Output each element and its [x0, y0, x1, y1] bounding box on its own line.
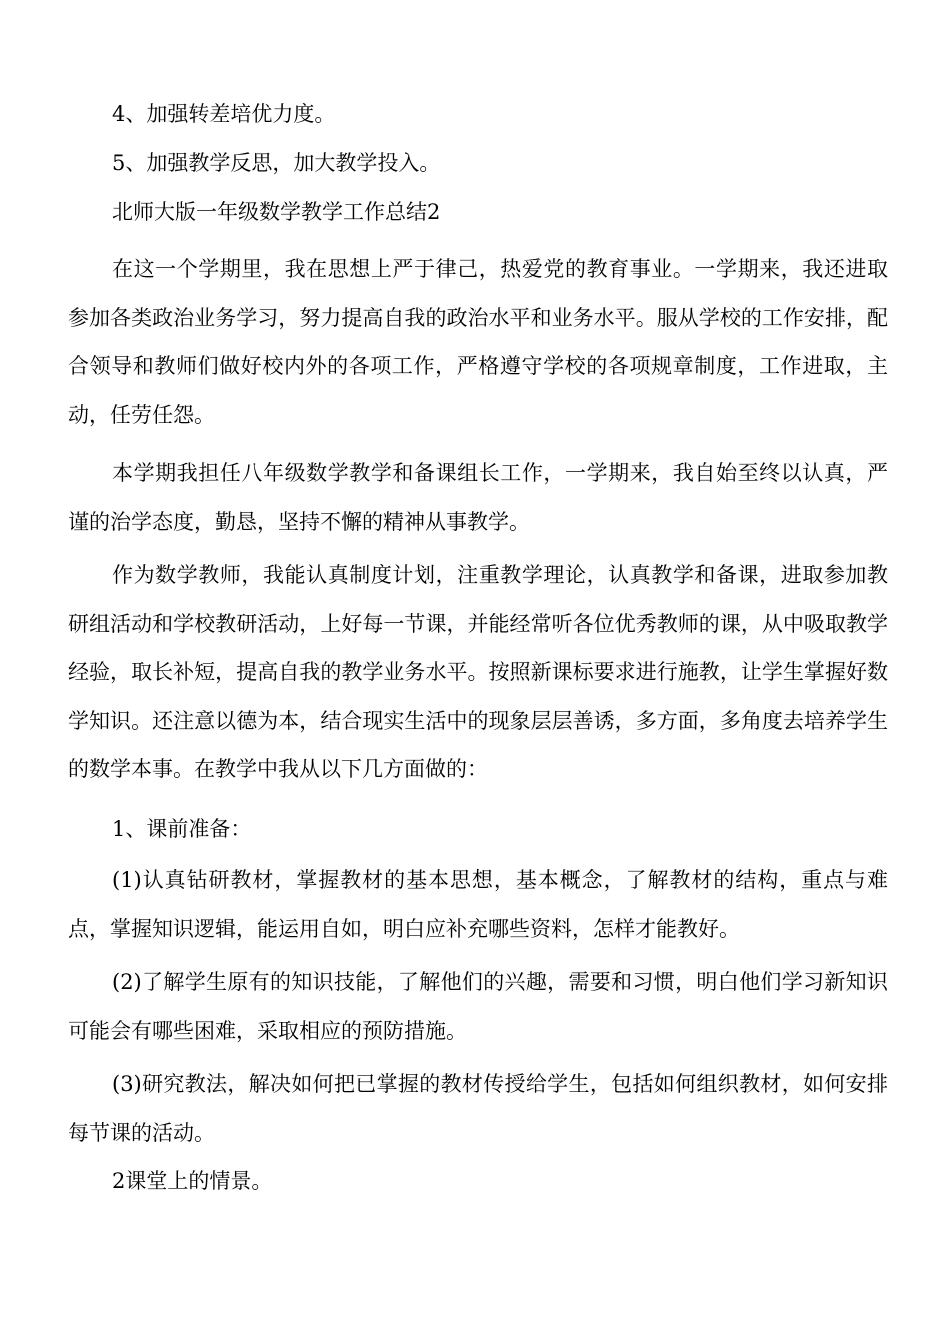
paragraph-preparation-2: (2)了解学生原有的知识技能，了解他们的兴趣，需要和习惯，明白他们学习新知识可能会有哪些困难，采取相应的预防措施。: [68, 970, 888, 1043]
paragraph-preparation-heading: 1、课前准备：: [112, 817, 252, 841]
paragraph-item-5: 5、加强教学反思，加大教学投入。: [112, 151, 441, 175]
paragraph-preparation-3: (3)研究教法，解决如何把已掌握的教材传授给学生，包括如何组织教材，如何安排每节课的活动。: [68, 1072, 888, 1145]
paragraph-preparation-1: (1)认真钻研教材，掌握教材的基本思想，基本概念，了解教材的结构，重点与难点，掌握知识逻辑，能运用自如，明白应补充哪些资料，怎样才能教好。: [68, 868, 888, 941]
paragraph-teaching: 作为数学教师，我能认真制度计划，注重教学理论，认真教学和备课，进取参加教研组活动和学校教研活动，上好每一节课，并能经常听各位优秀教师的课，从中吸取教学经验，取长补短，提高自我的教学业务水平。按照新课标要求进行施教，让学生掌握好数学知识。还注意以德为本，结合现实生活中的现象层层善诱，多方面，多角度去培养学生的数学本事。在教学中我从以下几方面做的：: [68, 563, 888, 781]
paragraph-item-4: 4、加强转差培优力度。: [112, 102, 336, 126]
paragraph-intro: 在这一个学期里，我在思想上严于律己，热爱党的教育事业。一学期来，我还进取参加各类政治业务学习，努力提高自我的政治水平和业务水平。服从学校的工作安排，配合领导和教师们做好校内外的各项工作，严格遵守学校的各项规章制度，工作进取，主动，任劳任怨。: [68, 257, 888, 427]
paragraph-role: 本学期我担任八年级数学教学和备课组长工作，一学期来，我自始至终以认真，严谨的治学态度，勤恳，坚持不懈的精神从事教学。: [68, 461, 888, 534]
section-title: 北师大版一年级数学教学工作总结2: [112, 200, 441, 224]
paragraph-classroom-heading: 2课堂上的情景。: [112, 1169, 273, 1193]
